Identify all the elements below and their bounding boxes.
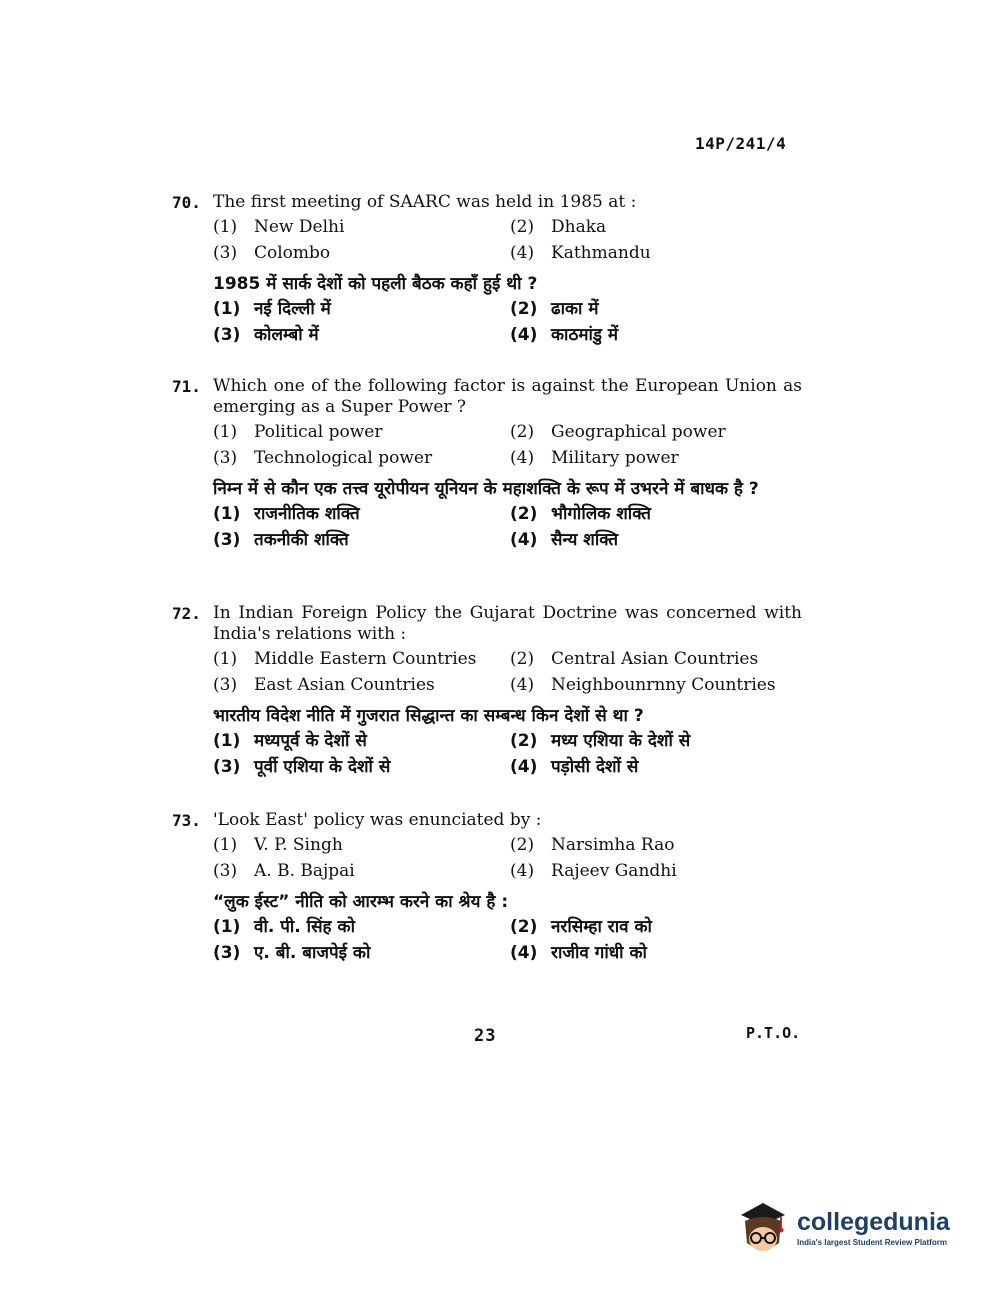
option-1 [213, 648, 510, 670]
option-text: Kathmandu [551, 243, 651, 263]
question-text-hindi: भारतीय विदेश नीति में गुजरात सिद्धान्त का सम्बन्ध किन देशों से था ? [213, 706, 644, 726]
option-number: (3) [213, 943, 241, 963]
question-72 [172, 603, 802, 778]
options-hindi [213, 916, 802, 964]
option-text: मध्य एशिया के देशों से [551, 731, 691, 751]
option-4-hindi [510, 324, 802, 346]
option-text: पड़ोसी देशों से [551, 757, 639, 777]
option-number: (1) [213, 731, 241, 751]
option-text: Military power [551, 448, 679, 468]
option-text: Neighbounrnny Countries [551, 675, 776, 695]
option-2 [510, 648, 802, 670]
option-number: (4) [510, 448, 535, 468]
question-number: 73. [172, 811, 201, 830]
page-number: 23 [474, 1026, 497, 1046]
collegedunia-watermark [735, 1196, 965, 1260]
option-number: (2) [510, 504, 538, 524]
option-number: (1) [213, 504, 241, 524]
option-number: (1) [213, 299, 241, 319]
option-text: Technological power [254, 448, 433, 468]
option-4-hindi [510, 529, 802, 551]
option-text: East Asian Countries [254, 675, 435, 695]
option-2-hindi [510, 298, 802, 320]
option-4 [510, 242, 802, 264]
options-hindi [213, 503, 802, 551]
options-hindi [213, 730, 802, 778]
option-number: (3) [213, 243, 238, 263]
option-1 [213, 834, 510, 856]
option-3 [213, 447, 510, 469]
option-1 [213, 216, 510, 238]
option-number: (3) [213, 675, 238, 695]
option-number: (3) [213, 448, 238, 468]
option-text: Dhaka [551, 217, 607, 237]
option-text: ए. बी. बाजपेई को [254, 943, 371, 963]
brand-tagline: India's largest Student Review Platform [797, 1238, 947, 1247]
option-number: (1) [213, 217, 238, 237]
option-text: A. B. Bajpai [254, 861, 355, 881]
option-4 [510, 674, 802, 696]
option-text: काठमांडु में [551, 325, 619, 345]
option-1-hindi [213, 730, 510, 752]
option-text: मध्यपूर्व के देशों से [254, 731, 367, 751]
option-text: Rajeev Gandhi [551, 861, 677, 881]
question-text-hindi: निम्न में से कौन एक तत्त्व यूरोपीयन यूनियन के महाशक्ति के रूप में उभरने में बाधक है ? [213, 479, 759, 499]
option-text: Middle Eastern Countries [254, 649, 477, 669]
option-number: (4) [510, 675, 535, 695]
option-number: (3) [213, 530, 241, 550]
option-number: (4) [510, 530, 538, 550]
option-4 [510, 447, 802, 469]
option-text: नई दिल्ली में [254, 299, 331, 319]
option-text: पूर्वी एशिया के देशों से [254, 757, 391, 777]
option-text: राजीव गांधी को [551, 943, 647, 963]
option-number: (3) [213, 325, 241, 345]
option-text: कोलम्बो में [254, 325, 319, 345]
question-text-hindi: “लुक ईस्ट” नीति को आरम्भ करने का श्रेय है : [213, 892, 509, 912]
option-3-hindi [213, 324, 510, 346]
option-text: तकनीकी शक्ति [254, 530, 349, 550]
option-2 [510, 834, 802, 856]
option-number: (4) [510, 943, 538, 963]
options-english [213, 834, 802, 882]
option-4-hindi [510, 942, 802, 964]
option-1 [213, 421, 510, 443]
option-text: Colombo [254, 243, 331, 263]
options-english [213, 648, 802, 696]
option-number: (4) [510, 861, 535, 881]
option-text: नरसिम्हा राव को [551, 917, 652, 937]
option-1-hindi [213, 916, 510, 938]
option-number: (1) [213, 917, 241, 937]
question-text: 'Look East' policy was enunciated by : [213, 810, 542, 830]
option-text: सैन्य शक्ति [551, 530, 619, 550]
option-number: (2) [510, 217, 535, 237]
options-english [213, 421, 802, 469]
option-text: Geographical power [551, 422, 726, 442]
question-70 [172, 192, 802, 346]
option-text: Political power [254, 422, 383, 442]
option-number: (2) [510, 422, 535, 442]
question-number: 72. [172, 604, 201, 623]
option-number: (4) [510, 325, 538, 345]
question-71 [172, 376, 802, 551]
option-number: (4) [510, 757, 538, 777]
option-4 [510, 860, 802, 882]
option-2 [510, 421, 802, 443]
option-text: वी. पी. सिंह को [254, 917, 355, 937]
option-1-hindi [213, 503, 510, 525]
option-number: (1) [213, 835, 238, 855]
option-2 [510, 216, 802, 238]
option-number: (3) [213, 757, 241, 777]
options-english [213, 216, 802, 264]
option-3-hindi [213, 942, 510, 964]
pto-label: P.T.O. [746, 1024, 801, 1042]
option-4-hindi [510, 756, 802, 778]
option-3-hindi [213, 529, 510, 551]
option-2-hindi [510, 916, 802, 938]
options-hindi [213, 298, 802, 346]
brand-name: collegedunia [797, 1208, 950, 1236]
option-number: (1) [213, 649, 238, 669]
option-text: ढाका में [551, 299, 599, 319]
question-text: In Indian Foreign Policy the Gujarat Doctrine was concerned with India's relations with : [213, 603, 802, 644]
option-text: New Delhi [254, 217, 345, 237]
option-text: Central Asian Countries [551, 649, 759, 669]
option-number: (4) [510, 243, 535, 263]
option-2-hindi [510, 503, 802, 525]
option-2-hindi [510, 730, 802, 752]
option-number: (2) [510, 299, 538, 319]
option-number: (2) [510, 917, 538, 937]
student-mascot-icon [735, 1199, 789, 1257]
question-number: 71. [172, 377, 201, 396]
question-text: Which one of the following factor is against the European Union as emerging as a Super Power ? [213, 376, 802, 417]
option-number: (2) [510, 731, 538, 751]
option-number: (2) [510, 835, 535, 855]
option-number: (3) [213, 861, 238, 881]
question-text-hindi: 1985 में सार्क देशों को पहली बैठक कहाँ हुई थी ? [213, 274, 538, 294]
option-3 [213, 242, 510, 264]
option-3-hindi [213, 756, 510, 778]
option-3 [213, 674, 510, 696]
question-number: 70. [172, 193, 201, 212]
question-text: The first meeting of SAARC was held in 1985 at : [213, 192, 637, 212]
option-text: भौगोलिक शक्ति [551, 504, 651, 524]
paper-code: 14P/241/4 [695, 134, 787, 153]
option-3 [213, 860, 510, 882]
option-number: (1) [213, 422, 238, 442]
option-1-hindi [213, 298, 510, 320]
option-text: राजनीतिक शक्ति [254, 504, 360, 524]
option-number: (2) [510, 649, 535, 669]
question-73 [172, 810, 802, 964]
option-text: V. P. Singh [254, 835, 343, 855]
option-text: Narsimha Rao [551, 835, 675, 855]
